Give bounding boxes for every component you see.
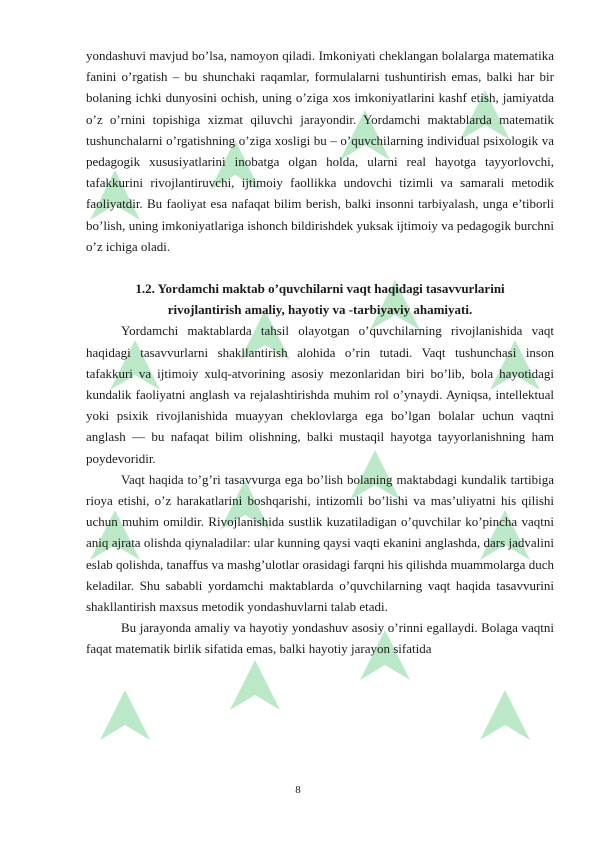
watermark-arrow-icon [220, 650, 290, 720]
paragraph-body-1: Yordamchi maktablarda tahsil olayotgan o’quvchilarning rivojlanishida vaqt haqidagi tasavvurlarni shakllantirish alohida o’rin tutadi. Vaqt tushunchasi inson tafakkuri va ijtimoiy xulq-atvorining asosiy mezonlaridan biri bo’lib, bola hayotidagi kundalik faoliyatni anglash va rejalashtirishda muhim rol o’ynaydi. Ayniqsa, intellektual yoki psixik rivojlanishida muayyan cheklovlarga ega bo’lgan bolalar uchun vaqtni anglash — bu nafaqat bilim olishning, balki mustaqil hayotga tayyorlanishning ham poydevoridir. [86, 323, 554, 466]
section-heading-line2: rivojlantirish amaliy, hayotiy va -tarbiyaviy ahamiyati. [167, 302, 473, 318]
section-heading-line1: 1.2. Yordamchi maktab o’quvchilarni vaqt haqidagi tasavvurlarini [135, 281, 505, 297]
watermark-arrow-icon [90, 680, 160, 750]
page-content [86, 45, 554, 660]
page-number: 8 [295, 784, 301, 796]
paragraph-body-2: Vaqt haqida to’g’ri tasavvurga ega bo’lish bolaning maktabdagi kundalik tartibiga rioya etishi, o’z harakatlarini boshqarishi, intizomli bo’lishi va mas’uliyatni his qilishi uchun muhim omildir. Rivojlanishida sustlik kuzatiladigan o’quvchilar ko’pincha vaqtni aniq ajrata olishda qiynaladilar: ular kunning qaysi vaqti ekanini anglashda, dars jadvalini eslab qolishda, tanaffus va mashg’ulotlar orasidagi farqni his qilishda muammolarga duch keladilar. Shu sababli yordamchi maktablarda o’quvchilarning vaqt haqida tasavvurini shakllantirish maxsus metodik yondashuvlarni talab etadi. [86, 471, 554, 615]
section-heading [86, 278, 554, 320]
paragraph-body-3: Bu jarayonda amaliy va hayotiy yondashuv asosiy o’rinni egallaydi. Bolaga vaqtni faqat matematik birlik sifatida emas, balki hayotiy jarayon sifatida [86, 620, 554, 657]
watermark-arrow-icon [470, 680, 540, 750]
paragraph-intro: yondashuvi mavjud bo’lsa, namoyon qiladi. Imkoniyati cheklangan bolalarga matematika fanini o’rgatish – bu shunchaki raqamlar, formulalarni tushuntirish emas, balki har bir bolaning ichki dunyosini ochish, uning o’ziga xos imkoniyatlarini kashf etish, jamiyatda o’z o’rnini topishiga xizmat qiluvchi jarayondir. Yordamchi maktablarda matematik tushunchalarni o’rgatishning o’ziga xosligi bu – o’quvchilarning individual psixologik va pedagogik xususiyatlarini inobatga olgan holda, ularni real hayotga tayyorlovchi, tafakkurini rivojlantiruvchi, ijtimoiy faollikka undovchi tizimli va samarali metodik faoliyatdir. Bu faoliyat esa nafaqat bilim berish, balki insonni tarbiyalash, unga e’tiborli bo’lish, uning imkoniyatlariga ishonch bildirishdek yuksak ijtimoiy va pedagogik burchni o’z ichiga oladi. [86, 48, 554, 254]
